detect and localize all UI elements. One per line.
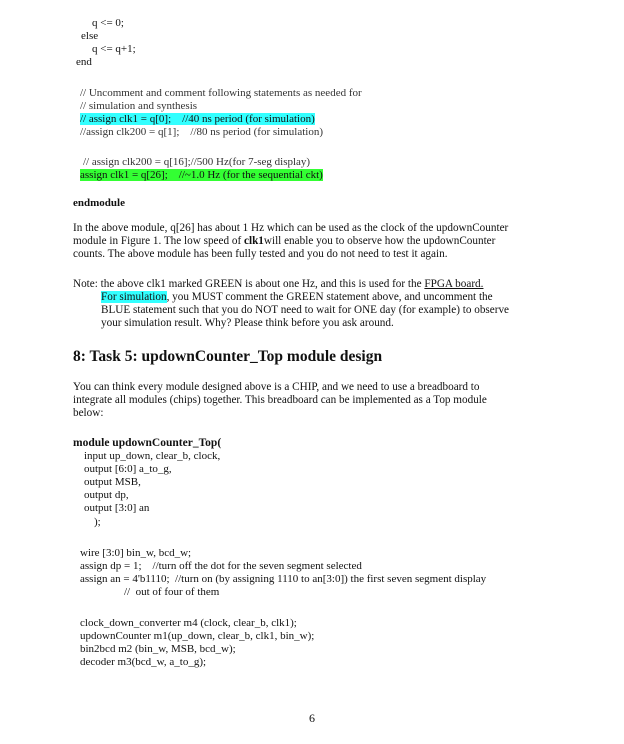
code-line-synth-highlighted <box>80 169 323 182</box>
green-highlight: assign clk1 = q[26]; //~1.0 Hz (for the sequential ckt) <box>80 169 323 181</box>
port-line: output MSB, <box>84 476 141 488</box>
code-line: wire [3:0] bin_w, bcd_w; <box>80 547 192 559</box>
note-line <box>73 278 483 291</box>
port-line: ); <box>94 516 101 528</box>
text: module in Figure 1. The low speed of <box>73 235 244 247</box>
code-line: assign dp = 1; //turn off the dot for the seven segment selected <box>80 560 362 572</box>
fpga-board-link: FPGA board. <box>424 278 484 290</box>
text: , you MUST comment the GREEN statement above, and uncomment the <box>166 291 493 303</box>
note-line: your simulation result. Why? Please think before you ask around. <box>101 317 394 329</box>
note-line: BLUE statement such that you do NOT need to wait for ONE day (for example) to observe <box>101 304 510 316</box>
paragraph-line: counts. The above module has been fully tested and you do not need to test it again. <box>73 248 448 260</box>
blue-highlight: // assign clk1 = q[0]; //40 ns period (for simulation) <box>80 113 315 125</box>
blue-highlight: For simulation <box>101 291 167 303</box>
code-line: q <= q+1; <box>92 43 136 55</box>
port-line: output dp, <box>84 489 129 501</box>
page-number: 6 <box>309 711 315 725</box>
instance-line: decoder m3(bcd_w, a_to_g); <box>80 656 207 668</box>
paragraph-line: You can think every module designed above is a CHIP, and we need to use a breadboard to <box>73 381 480 393</box>
code-comment: // Uncomment and comment following statements as needed for <box>80 87 362 99</box>
port-line: output [3:0] an <box>84 502 150 514</box>
code-line: end <box>76 56 92 68</box>
paragraph-line <box>73 235 495 248</box>
note-line <box>101 291 493 304</box>
code-line: // assign clk200 = q[16];//500 Hz(for 7-seg display) <box>83 156 311 168</box>
code-line: //assign clk200 = q[1]; //80 ns period (for simulation) <box>80 126 323 138</box>
instance-line: clock_down_converter m4 (clock, clear_b, clk1); <box>80 617 297 629</box>
code-line-sim-highlighted <box>80 113 315 126</box>
code-line: // out of four of them <box>80 586 220 598</box>
text: will enable you to observe how the updownCounter <box>263 235 496 247</box>
paragraph-line: In the above module, q[26] has about 1 Hz which can be used as the clock of the updownCounter <box>73 222 509 234</box>
instance-line: bin2bcd m2 (bin_w, MSB, bcd_w); <box>80 643 236 655</box>
code-line: q <= 0; <box>92 17 124 29</box>
code-comment: // simulation and synthesis <box>80 100 198 112</box>
port-line: output [6:0] a_to_g, <box>84 463 172 475</box>
clk1-bold: clk1 <box>244 235 264 247</box>
module-declaration: module updownCounter_Top( <box>73 437 222 449</box>
endmodule-keyword: endmodule <box>73 197 125 209</box>
paragraph-line: integrate all modules (chips) together. This breadboard can be implemented as a Top module <box>73 394 487 406</box>
section-heading: 8: Task 5: updownCounter_Top module design <box>73 348 383 365</box>
text: Note: the above clk1 marked GREEN is about one Hz, and this is used for the <box>73 278 425 290</box>
code-line: assign an = 4'b1110; //turn on (by assigning 1110 to an[3:0]) the first seven segment display <box>80 573 487 585</box>
code-line: else <box>81 30 99 42</box>
instance-line: updownCounter m1(up_down, clear_b, clk1, bin_w); <box>80 630 315 642</box>
port-line: input up_down, clear_b, clock, <box>84 450 221 462</box>
paragraph-line: below: <box>73 407 104 419</box>
